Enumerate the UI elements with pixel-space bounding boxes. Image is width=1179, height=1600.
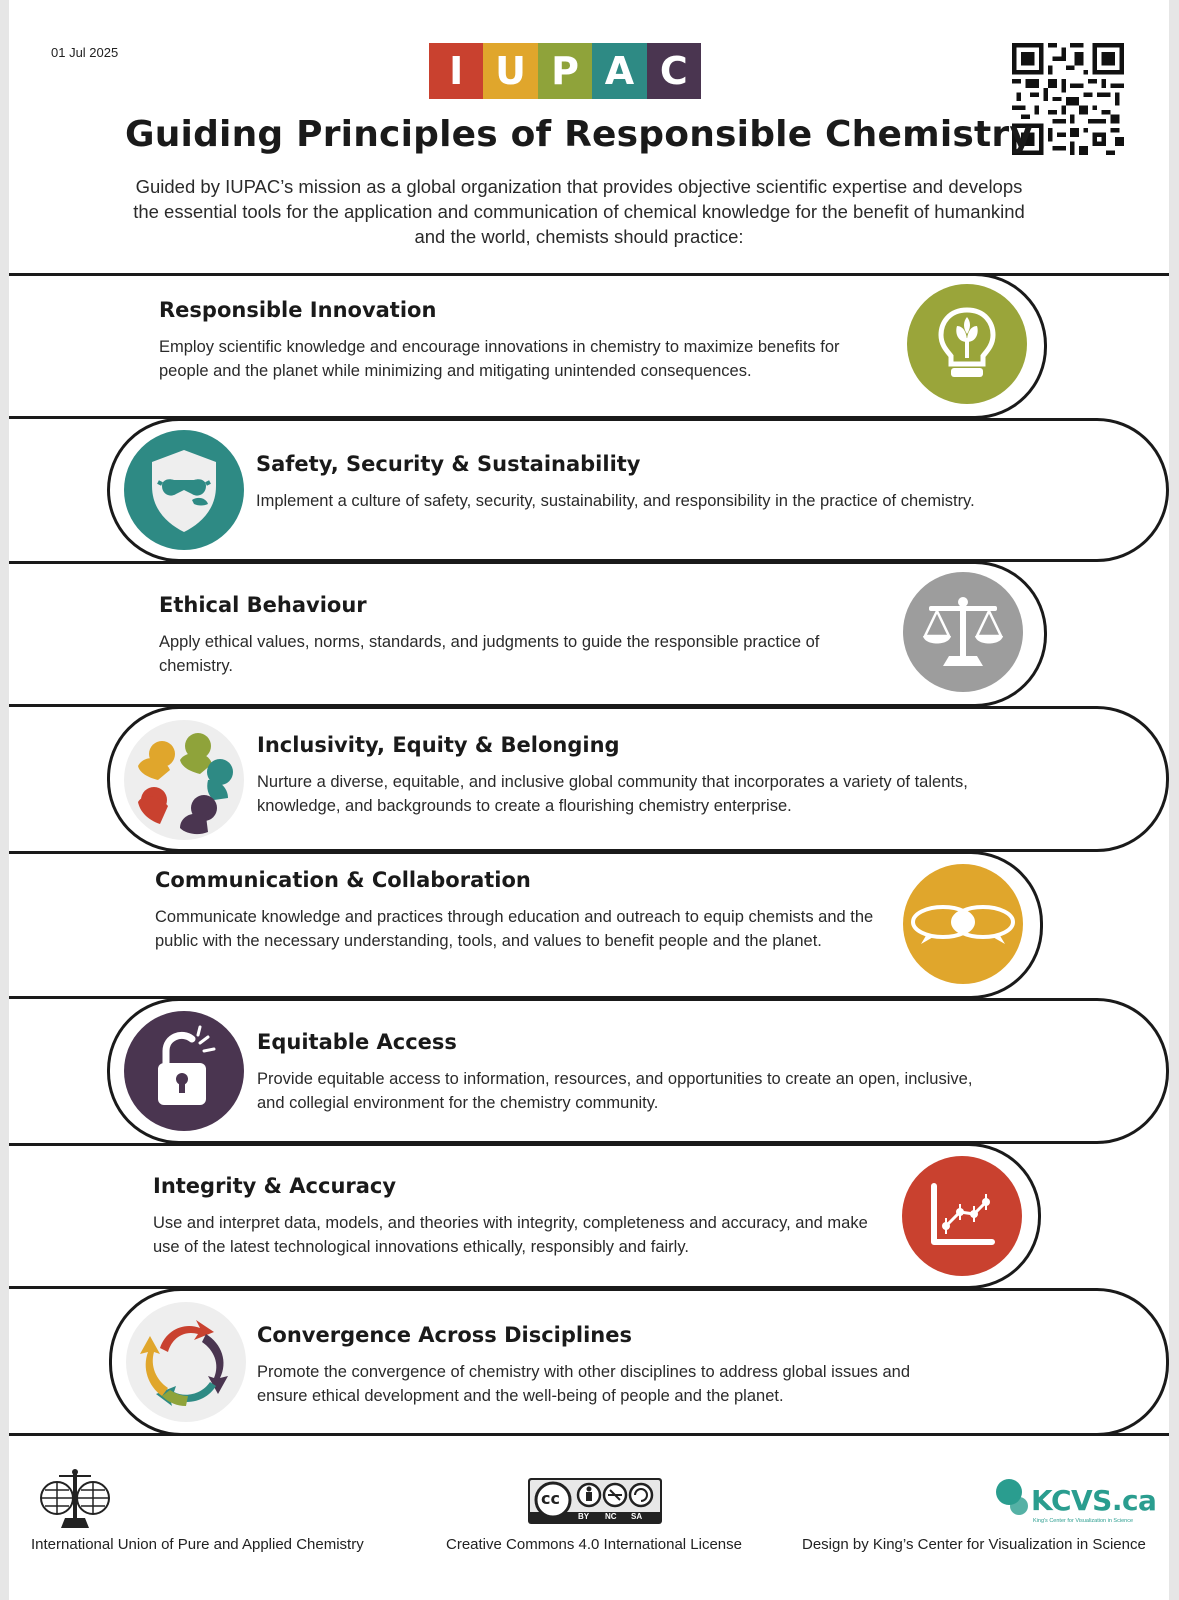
principle-title: Inclusivity, Equity & Belonging: [257, 733, 620, 757]
principle-description: Use and interpret data, models, and theories with integrity, completeness and accuracy, and make use of the latest technological innovations ethically, responsibly and fairly.: [153, 1214, 868, 1256]
cc-logo-text: cc: [541, 1489, 560, 1508]
principle-description: Employ scientific knowledge and encourage innovations in chemistry to maximize benefits for people and the planet while minimizing and mitigating unintended consequences.: [159, 338, 840, 380]
logo-letter-p: P: [538, 43, 592, 99]
iupac-logo: [429, 43, 701, 99]
footer-iupac-name: International Union of Pure and Applied Chemistry: [31, 1536, 364, 1553]
principle-description: Communicate knowledge and practices through education and outreach to equip chemists and the public with the necessary understanding, tools, and values to benefit people and the planet.: [155, 908, 874, 950]
lightbulb-icon: [907, 284, 1027, 404]
date-stamp: 01 Jul 2025: [51, 45, 119, 60]
principle-title: Ethical Behaviour: [159, 593, 367, 617]
principle-description: Nurture a diverse, equitable, and inclusive global community that incorporates a variety of talents, knowledge, and backgrounds to create a flourishing chemistry enterprise.: [257, 773, 968, 815]
footer-license[interactable]: Creative Commons 4.0 International License: [446, 1536, 742, 1553]
logo-letter-i: I: [429, 43, 483, 99]
principle-title: Safety, Security & Sustainability: [256, 452, 641, 476]
logo-letter-c: C: [647, 43, 701, 99]
converging-arrows-icon: [126, 1302, 246, 1422]
poster-page: [9, 0, 1169, 1600]
shield-goggles-icon: [124, 430, 244, 550]
scales-icon: [903, 572, 1023, 692]
principle-description: Implement a culture of safety, security, sustainability, and responsibility in the practice of chemistry.: [256, 492, 975, 510]
iupac-emblem-icon: [39, 1468, 111, 1530]
cc-license-badge[interactable]: [528, 1478, 662, 1524]
footer-design-credit: Design by King’s Center for Visualization in Science: [802, 1536, 1146, 1553]
principle-title: Communication & Collaboration: [155, 868, 531, 892]
principle-description: Promote the convergence of chemistry with other disciplines to address global issues and ensure ethical development and the well-being of people and the planet.: [257, 1363, 911, 1405]
data-chart-icon: [902, 1156, 1022, 1276]
principle-title: Integrity & Accuracy: [153, 1174, 397, 1198]
open-lock-icon: [124, 1011, 244, 1131]
cc-nc-label: NC: [605, 1512, 617, 1521]
people-circle-icon: [124, 720, 244, 840]
kcvs-logo-subtitle: King's Center for Visualization in Science: [1033, 1518, 1134, 1524]
page-title: Guiding Principles of Responsible Chemistry: [124, 114, 1034, 155]
principle-description: Provide equitable access to information, resources, and opportunities to create an open, inclusive, and collegial environment for the chemistry community.: [257, 1070, 973, 1112]
cc-sa-label: SA: [631, 1512, 643, 1521]
speech-bubbles-icon: [903, 864, 1023, 984]
principle-title: Responsible Innovation: [159, 298, 437, 322]
cc-by-label: BY: [578, 1512, 590, 1521]
kcvs-logo-icon: [993, 1478, 1035, 1518]
logo-letter-a: A: [592, 43, 646, 99]
principle-title: Convergence Across Disciplines: [257, 1323, 632, 1347]
principle-description: Apply ethical values, norms, standards, and judgments to guide the responsible practice of chemistry.: [159, 633, 820, 675]
principle-title: Equitable Access: [257, 1030, 457, 1054]
logo-letter-u: U: [483, 43, 537, 99]
bottom-divider: [9, 1433, 1169, 1436]
kcvs-logo-text: KCVS.ca: [1031, 1484, 1157, 1517]
intro-paragraph: Guided by IUPAC’s mission as a global organization that provides objective scientific expertise and develops the essential tools for the application and communication of chemical knowledge for the benefit of humankind and the world, chemists should practice:: [133, 176, 1025, 247]
